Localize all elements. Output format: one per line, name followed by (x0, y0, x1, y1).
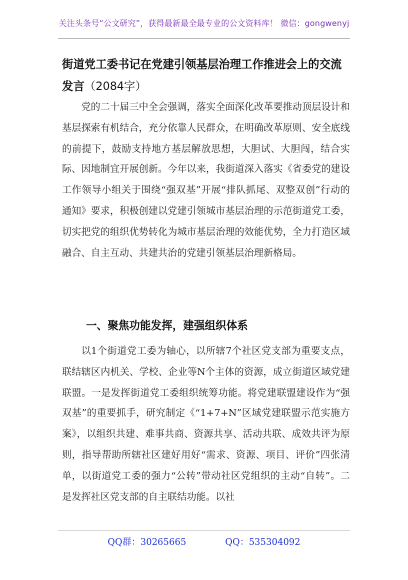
section-heading: 一、聚焦功能发挥，建强组织体系 (86, 319, 248, 332)
footer-qq-group: QQ群：30265665 (107, 538, 187, 548)
document-title (62, 54, 352, 98)
title-main: 街道党工委书记在党建引领基层治理工作推进会上的交流发言 (62, 58, 342, 93)
footer-qq: QQ：535304092 (225, 538, 301, 548)
footer-divider (58, 530, 350, 531)
header-divider (58, 38, 350, 39)
section-paragraph: 以1个街道党工委为轴心，以所辖7个社区党支部为重要支点，联结辖区内机关、学校、企业等N个主体的资源，成立街道区域党建联盟。一是发挥街道党工委组织统筹功能。将党建联盟建设作为“强双基”的重要抓手，研究制定《“1+7+N”区域党建联盟示范实施方案》，以组织共建、难事共商、资源共享、活动共联、成效共评为原则，指导帮助所辖社区建好用好“需求、资源、项目、评价”四张清单，以街道党工委的强力“公转”带动社区党组织的主动“自转”。二是发挥社区党支部的自主联结功能。以社 (62, 346, 350, 503)
page-header-note: 关注头条号“公文研究”，获得最新最全最专业的公文资料库！ 微信：gongwenyj (58, 19, 350, 28)
page-footer (0, 535, 408, 548)
section-body (62, 342, 350, 508)
intro-body (62, 98, 350, 264)
title-word-count: （2084字） (84, 80, 147, 93)
intro-paragraph: 党的二十届三中全会强调，落实全面深化改革要推动顶层设计和基层探索有机结合，充分依靠人民群众，在明确改革原则、安全底线的前提下，鼓励支持地方基层解放思想，大胆试、大胆闯，结合实际、因地制宜开展创新。今年以来，我街道深入落实《省委党的建设工作领导小组关于围绕“强双基”开展“排队抓尾、双整双创”行动的通知》要求，积极创建以党建引领城市基层治理的示范街道党工委，切实把党的组织优势转化为城市基层治理的效能优势，全力打造区域融合、自主互动、共建共治的党建引领基层治理新格局。 (62, 102, 350, 259)
